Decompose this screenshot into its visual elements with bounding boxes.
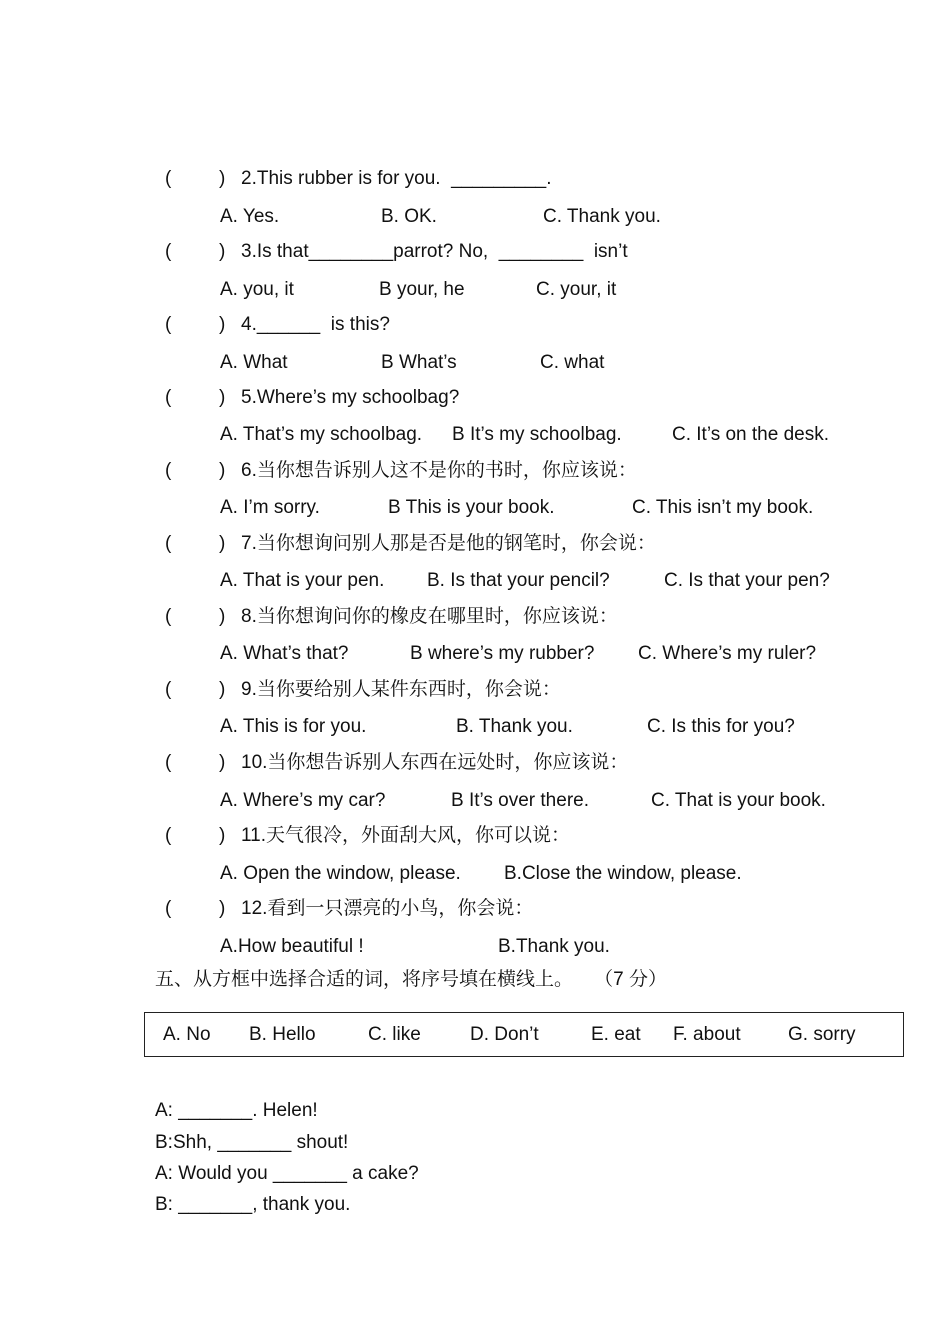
option-c: C. This isn’t my book.: [632, 497, 814, 518]
dialogue-line: B: _______, thank you.: [155, 1194, 351, 1215]
option-b: B. Is that your pencil?: [427, 570, 610, 591]
answer-paren-open: (: [165, 460, 172, 481]
question-text: 9.当你要给别人某件东西时，你会说：: [241, 679, 561, 700]
option-b: B. Thank you.: [456, 716, 573, 737]
answer-paren-open: (: [165, 168, 172, 189]
word-choice-item: G. sorry: [788, 1024, 856, 1045]
dialogue-line: B:Shh, _______ shout!: [155, 1132, 349, 1153]
option-b: B. OK.: [381, 206, 437, 227]
option-b: B It’s over there.: [451, 790, 589, 811]
option-c: C. It’s on the desk.: [672, 424, 830, 445]
question-text: 7.当你想询问别人那是否是他的钢笔时，你会说：: [241, 533, 656, 554]
answer-paren-close: ): [219, 533, 226, 554]
answer-paren-close: ): [219, 241, 226, 262]
option-b: B This is your book.: [388, 497, 555, 518]
option-a: A. That’s my schoolbag.: [220, 424, 423, 445]
answer-paren-close: ): [219, 606, 226, 627]
word-choice-item: F. about: [673, 1024, 741, 1045]
option-c: C. Is this for you?: [647, 716, 795, 737]
answer-paren-close: ): [219, 168, 226, 189]
word-choice-box: [144, 1012, 904, 1057]
question-text: 6.当你想告诉别人这不是你的书时，你应该说：: [241, 460, 637, 481]
answer-paren-close: ): [219, 898, 226, 919]
dialogue-line: A: _______. Helen!: [155, 1100, 318, 1121]
answer-paren-open: (: [165, 825, 172, 846]
dialogue-line: A: Would you _______ a cake?: [155, 1163, 419, 1184]
question-text: 3.Is that________parrot? No, ________ isn’t: [241, 241, 628, 262]
option-c: C. what: [540, 352, 605, 373]
option-c: C. Is that your pen?: [664, 570, 830, 591]
option-b: B where’s my rubber?: [410, 643, 595, 664]
answer-paren-close: ): [219, 679, 226, 700]
option-c: C. Where’s my ruler?: [638, 643, 817, 664]
question-text: 11.天气很冷，外面刮大风，你可以说：: [241, 825, 571, 846]
answer-paren-open: (: [165, 387, 172, 408]
answer-paren-close: ): [219, 752, 226, 773]
section-5-title: 五、从方框中选择合适的词，将序号填在横线上。 （7 分）: [155, 969, 667, 990]
word-choice-item: B. Hello: [249, 1024, 316, 1045]
option-a: A. What: [220, 352, 288, 373]
answer-paren-open: (: [165, 241, 172, 262]
option-c: C. Thank you.: [543, 206, 661, 227]
question-text: 8.当你想询问你的橡皮在哪里时，你应该说：: [241, 606, 618, 627]
word-choice-item: A. No: [163, 1024, 211, 1045]
answer-paren-open: (: [165, 898, 172, 919]
option-a: A. I’m sorry.: [220, 497, 320, 518]
answer-paren-open: (: [165, 533, 172, 554]
option-c: C. That is your book.: [651, 790, 826, 811]
word-choice-item: E. eat: [591, 1024, 641, 1045]
word-choice-item: C. like: [368, 1024, 421, 1045]
answer-paren-close: ): [219, 825, 226, 846]
option-b: B What’s: [381, 352, 457, 373]
question-text: 4.______ is this?: [241, 314, 390, 335]
answer-paren-close: ): [219, 314, 226, 335]
option-a: A. Open the window, please.: [220, 863, 461, 884]
option-b: B.Close the window, please.: [504, 863, 742, 884]
question-text: 5.Where’s my schoolbag?: [241, 387, 460, 408]
question-text: 12.看到一只漂亮的小鸟，你会说：: [241, 898, 534, 919]
answer-paren-open: (: [165, 606, 172, 627]
option-a: A. Yes.: [220, 206, 280, 227]
answer-paren-open: (: [165, 679, 172, 700]
option-b: B It’s my schoolbag.: [452, 424, 622, 445]
option-b: B.Thank you.: [498, 936, 610, 957]
option-a: A. Where’s my car?: [220, 790, 386, 811]
question-text: 10.当你想告诉别人东西在远处时，你应该说：: [241, 752, 629, 773]
option-c: C. your, it: [536, 279, 617, 300]
option-a: A.How beautiful !: [220, 936, 364, 957]
option-b: B your, he: [379, 279, 465, 300]
option-a: A. This is for you.: [220, 716, 367, 737]
option-a: A. you, it: [220, 279, 294, 300]
word-choice-item: D. Don’t: [470, 1024, 539, 1045]
answer-paren-open: (: [165, 752, 172, 773]
option-a: A. That is your pen.: [220, 570, 385, 591]
answer-paren-open: (: [165, 314, 172, 335]
option-a: A. What’s that?: [220, 643, 349, 664]
answer-paren-close: ): [219, 387, 226, 408]
question-text: 2.This rubber is for you. _________.: [241, 168, 552, 189]
answer-paren-close: ): [219, 460, 226, 481]
